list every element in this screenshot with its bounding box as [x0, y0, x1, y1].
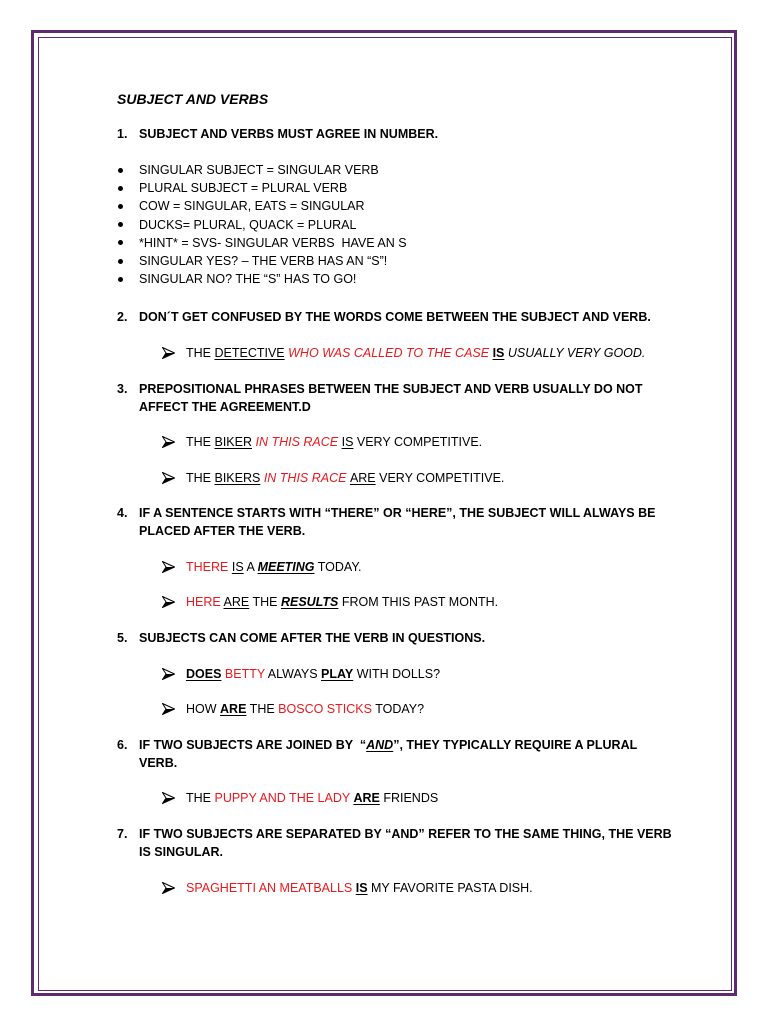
rule-heading [117, 825, 717, 861]
rule-number: 3. [117, 381, 128, 396]
list-item [117, 197, 717, 215]
rule-heading-lines [139, 736, 637, 772]
bullet-dot-icon [118, 277, 123, 282]
list-item-text: SINGULAR SUBJECT = SINGULAR VERB [139, 163, 379, 177]
heading-text: AFFECT THE AGREEMENT.D [139, 399, 311, 414]
arrowhead-right-icon [162, 469, 186, 487]
rule-heading-line [139, 522, 655, 540]
heading-text: DON´T GET CONFUSED BY THE WORDS COME BETWEEN THE SUBJECT AND VERB. [139, 310, 651, 325]
rule-heading-lines [139, 629, 485, 647]
rule-heading-line [139, 754, 637, 772]
list-item [117, 252, 717, 270]
example-text: THE [186, 470, 215, 485]
example-text: FROM THIS PAST MONTH. [338, 595, 499, 610]
list-item [117, 161, 717, 179]
example-sentence [162, 879, 717, 897]
subject-phrase: SPAGHETTI AN MEATBALLS [186, 880, 356, 895]
heading-text: IF TWO SUBJECTS ARE JOINED BY “ [139, 737, 367, 752]
example-sentence [162, 789, 717, 807]
example-text: TODAY? [371, 702, 425, 717]
verb-word: IS [492, 345, 505, 360]
prepositional-phrase: IN THIS RACE [252, 435, 342, 450]
example-line [186, 665, 440, 683]
example-line [186, 558, 362, 576]
rule-heading-line [139, 125, 438, 143]
list-item [117, 234, 717, 252]
list-item-text: COW = SINGULAR, EATS = SINGULAR [139, 199, 365, 214]
example-text: THE [249, 595, 281, 610]
rule-heading-line [139, 504, 655, 522]
rule-heading [117, 380, 717, 416]
rule-heading-lines [139, 308, 651, 326]
subject-word: MEETING [257, 559, 315, 574]
example-text: TODAY. [314, 559, 362, 574]
example-line [186, 593, 498, 611]
prepositional-phrase: IN THIS RACE [260, 470, 350, 485]
arrowhead-right-icon [162, 593, 186, 611]
rule-3 [117, 380, 717, 487]
verb-word: ARE [223, 595, 250, 610]
subject-word: DETECTIVE [214, 345, 285, 360]
rule-7 [117, 825, 717, 897]
intro-word: HERE [186, 595, 224, 610]
heading-text: IF A SENTENCE STARTS WITH “THERE” OR “HERE”, THE SUBJECT WILL ALWAYS BE [139, 506, 656, 521]
list-item-text: SINGULAR NO? THE “S” HAS TO GO! [139, 272, 357, 287]
keyword-and: AND [366, 737, 394, 752]
rule-number: 6. [117, 737, 128, 752]
rule-2 [117, 308, 717, 362]
verb-word: IS [231, 559, 244, 574]
rule-heading-lines [139, 825, 672, 861]
example-line [186, 700, 424, 718]
heading-text: SUBJECT AND VERBS MUST AGREE IN NUMBER. [139, 127, 439, 141]
heading-text: ”, THEY TYPICALLY REQUIRE A PLURAL [393, 737, 638, 752]
example-text: VERY COMPETITIVE. [375, 470, 505, 485]
intervening-phrase: WHO WAS CALLED TO THE CASE [284, 345, 493, 360]
rule-1 [117, 125, 717, 288]
verb-word: IS [355, 880, 368, 895]
rule-heading-line [139, 736, 637, 754]
rule-heading [117, 308, 717, 326]
bullet-dot-icon [118, 222, 123, 227]
list-item [117, 270, 717, 288]
rule-heading-lines [139, 125, 438, 143]
heading-text: VERB. [139, 755, 178, 770]
example-sentence [162, 665, 717, 683]
list-item-text: SINGULAR YES? – THE VERB HAS AN “S”! [139, 253, 388, 268]
list-item [117, 179, 717, 197]
rule-number: 1. [117, 127, 128, 141]
bullet-dot-icon [118, 186, 123, 191]
example-text: ALWAYS [264, 666, 322, 681]
subject-word: BIKER [214, 435, 252, 450]
heading-text: PREPOSITIONAL PHRASES BETWEEN THE SUBJECT AND VERB USUALLY DO NOT [139, 381, 643, 396]
subject-word: BETTY [221, 666, 265, 681]
example-line [186, 789, 438, 807]
example-text: THE [186, 435, 215, 450]
rule-heading-lines [139, 504, 655, 540]
example-sentence [162, 469, 717, 487]
rule-4 [117, 504, 717, 611]
example-line [186, 879, 533, 897]
heading-text: SUBJECTS CAN COME AFTER THE VERB IN QUESTIONS. [139, 631, 486, 646]
verb-word: PLAY [321, 666, 354, 681]
list-item [117, 216, 717, 234]
example-text: FRIENDS [379, 791, 439, 806]
list-item-text: *HINT* = SVS- SINGULAR VERBS HAVE AN S [139, 235, 407, 250]
example-sentence [162, 433, 717, 451]
rule-number: 4. [117, 506, 128, 521]
arrowhead-right-icon [162, 879, 186, 897]
arrowhead-right-icon [162, 700, 186, 718]
rule-number: 2. [117, 310, 128, 325]
example-text: WITH DOLLS? [353, 666, 441, 681]
list-item-text: DUCKS= PLURAL, QUACK = PLURAL [139, 217, 357, 232]
subject-phrase: PUPPY AND THE LADY [214, 791, 354, 806]
bullet-dot-icon [118, 240, 123, 245]
verb-word: ARE [349, 470, 376, 485]
example-sentence [162, 344, 717, 362]
example-sentence [162, 558, 717, 576]
bullet-list [117, 161, 717, 288]
subject-word: BOSCO STICKS [278, 702, 372, 717]
rule-heading-line [139, 825, 672, 843]
rule-heading-line [139, 308, 651, 326]
rule-6 [117, 736, 717, 808]
rule-heading-line [139, 629, 485, 647]
heading-text: PLACED AFTER THE VERB. [139, 524, 306, 539]
example-text: VERY COMPETITIVE. [353, 435, 483, 450]
rule-heading [117, 736, 717, 772]
verb-word: ARE [220, 702, 247, 717]
intro-word: THERE [186, 559, 232, 574]
subject-word: BIKERS [214, 470, 261, 485]
example-line [186, 469, 504, 487]
example-text: A [243, 559, 258, 574]
bullet-dot-icon [118, 168, 123, 173]
rule-number: 5. [117, 631, 128, 646]
subject-word: RESULTS [280, 595, 339, 610]
verb-word: ARE [353, 791, 380, 806]
heading-text: IF TWO SUBJECTS ARE SEPARATED BY “AND” REFER TO THE SAME THING, THE VERB [139, 827, 672, 842]
example-text: THE [186, 791, 215, 806]
example-text: MY FAVORITE PASTA DISH. [367, 880, 533, 895]
verb-word: IS [341, 435, 354, 450]
example-text: THE [246, 702, 279, 717]
rule-heading-line [139, 380, 643, 398]
bullet-dot-icon [118, 204, 123, 209]
example-text: USUALLY VERY GOOD. [504, 345, 646, 360]
document-body [117, 90, 717, 897]
bullet-dot-icon [118, 259, 123, 264]
rule-heading-lines [139, 380, 643, 416]
example-line [186, 433, 482, 451]
rule-heading [117, 504, 717, 540]
example-sentence [162, 593, 717, 611]
rule-heading [117, 629, 717, 647]
rule-number: 7. [117, 827, 128, 842]
verb-word: DOES [186, 666, 222, 681]
rule-heading-line [139, 843, 672, 861]
rule-heading [117, 125, 717, 143]
example-text: HOW [186, 702, 221, 717]
example-sentence [162, 700, 717, 718]
example-text: THE [186, 345, 215, 360]
arrowhead-right-icon [162, 558, 186, 576]
arrowhead-right-icon [162, 665, 186, 683]
arrowhead-right-icon [162, 789, 186, 807]
rule-5 [117, 629, 717, 718]
example-line [186, 344, 645, 362]
rule-heading-line [139, 398, 643, 416]
heading-text: IS SINGULAR. [139, 845, 224, 860]
arrowhead-right-icon [162, 344, 186, 362]
arrowhead-right-icon [162, 433, 186, 451]
list-item-text: PLURAL SUBJECT = PLURAL VERB [139, 181, 348, 196]
document-title: SUBJECT AND VERBS [117, 91, 269, 107]
